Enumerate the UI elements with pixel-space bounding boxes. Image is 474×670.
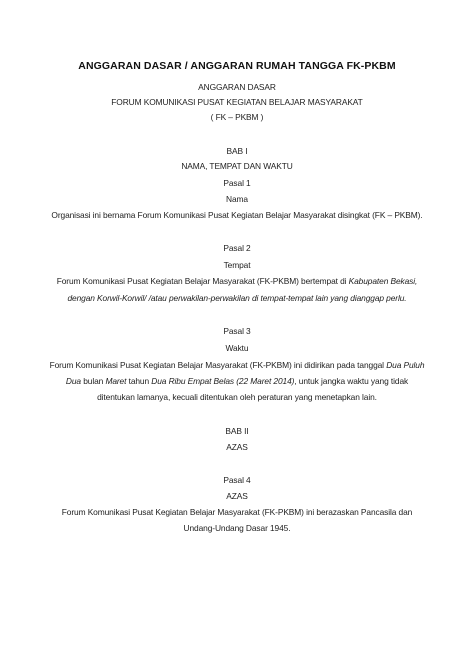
document-subtitle: ANGGARAN DASAR [198,82,276,92]
pasal-2-text-part: dengan Korwil-Korwil/ /atau perwakilan-perwakilan di tempat-tempat lain yang dianggap perlu. [67,293,407,303]
pasal-2-label: Pasal 2 [223,243,251,253]
pasal-1-heading: Nama [226,194,248,204]
pasal-2-text-part: Forum Komunikasi Pusat Kegiatan Belajar Masyarakat (FK-PKBM) bertempat di [56,276,349,286]
pasal-2-heading: Tempat [223,260,251,270]
pasal-4-text-line-2: Undang-Undang Dasar 1945. [183,523,291,533]
organization-name: FORUM KOMUNIKASI PUSAT KEGIATAN BELAJAR MASYARAKAT [111,97,363,107]
bab-1-label: BAB I [226,146,248,156]
bab-2-label: BAB II [225,426,249,436]
pasal-3-text-part: , untuk jangka waktu yang tidak [294,376,409,386]
pasal-3-text-part: Forum Komunikasi Pusat Kegiatan Belajar Masyarakat (FK-PKBM) ini didirikan pada tanggal [49,360,387,370]
pasal-3-date-words: Dua Puluh [386,360,425,370]
pasal-4-heading: AZAS [226,491,248,501]
pasal-2-location: Kabupaten Bekasi, [348,276,418,286]
pasal-3-label: Pasal 3 [223,326,251,336]
pasal-3-month: Maret [105,376,127,386]
pasal-4-text-line-1: Forum Komunikasi Pusat Kegiatan Belajar Masyarakat (FK-PKBM) ini berazaskan Pancasila dan [61,507,413,517]
pasal-3-date-words: Dua [65,376,81,386]
organization-abbreviation: ( FK – PKBM ) [210,112,264,122]
pasal-3-text-line-2 [0,376,474,387]
bab-1-title: NAMA, TEMPAT DAN WAKTU [181,161,293,171]
pasal-3-text-line-1 [0,360,474,371]
document-title: ANGGARAN DASAR / ANGGARAN RUMAH TANGGA FK-PKBM [78,60,396,72]
pasal-4-label: Pasal 4 [223,475,251,485]
pasal-1-text: Organisasi ini bernama Forum Komunikasi Pusat Kegiatan Belajar Masyarakat disingkat (FK – PKBM). [51,210,423,220]
pasal-3-text-line-3: ditentukan lamanya, kecuali ditentukan oleh peraturan yang menetapkan lain. [97,392,377,402]
pasal-3-year: Dua Ribu Empat Belas (22 Maret 2014) [151,376,295,386]
pasal-2-text-line-1 [0,276,474,287]
pasal-2-text-line-2 [0,293,474,304]
pasal-3-text-part: tahun [126,376,152,386]
bab-2-title: AZAS [226,442,248,452]
pasal-3-heading: Waktu [225,343,249,353]
pasal-3-text-part: bulan [80,376,106,386]
pasal-1-label: Pasal 1 [223,178,251,188]
